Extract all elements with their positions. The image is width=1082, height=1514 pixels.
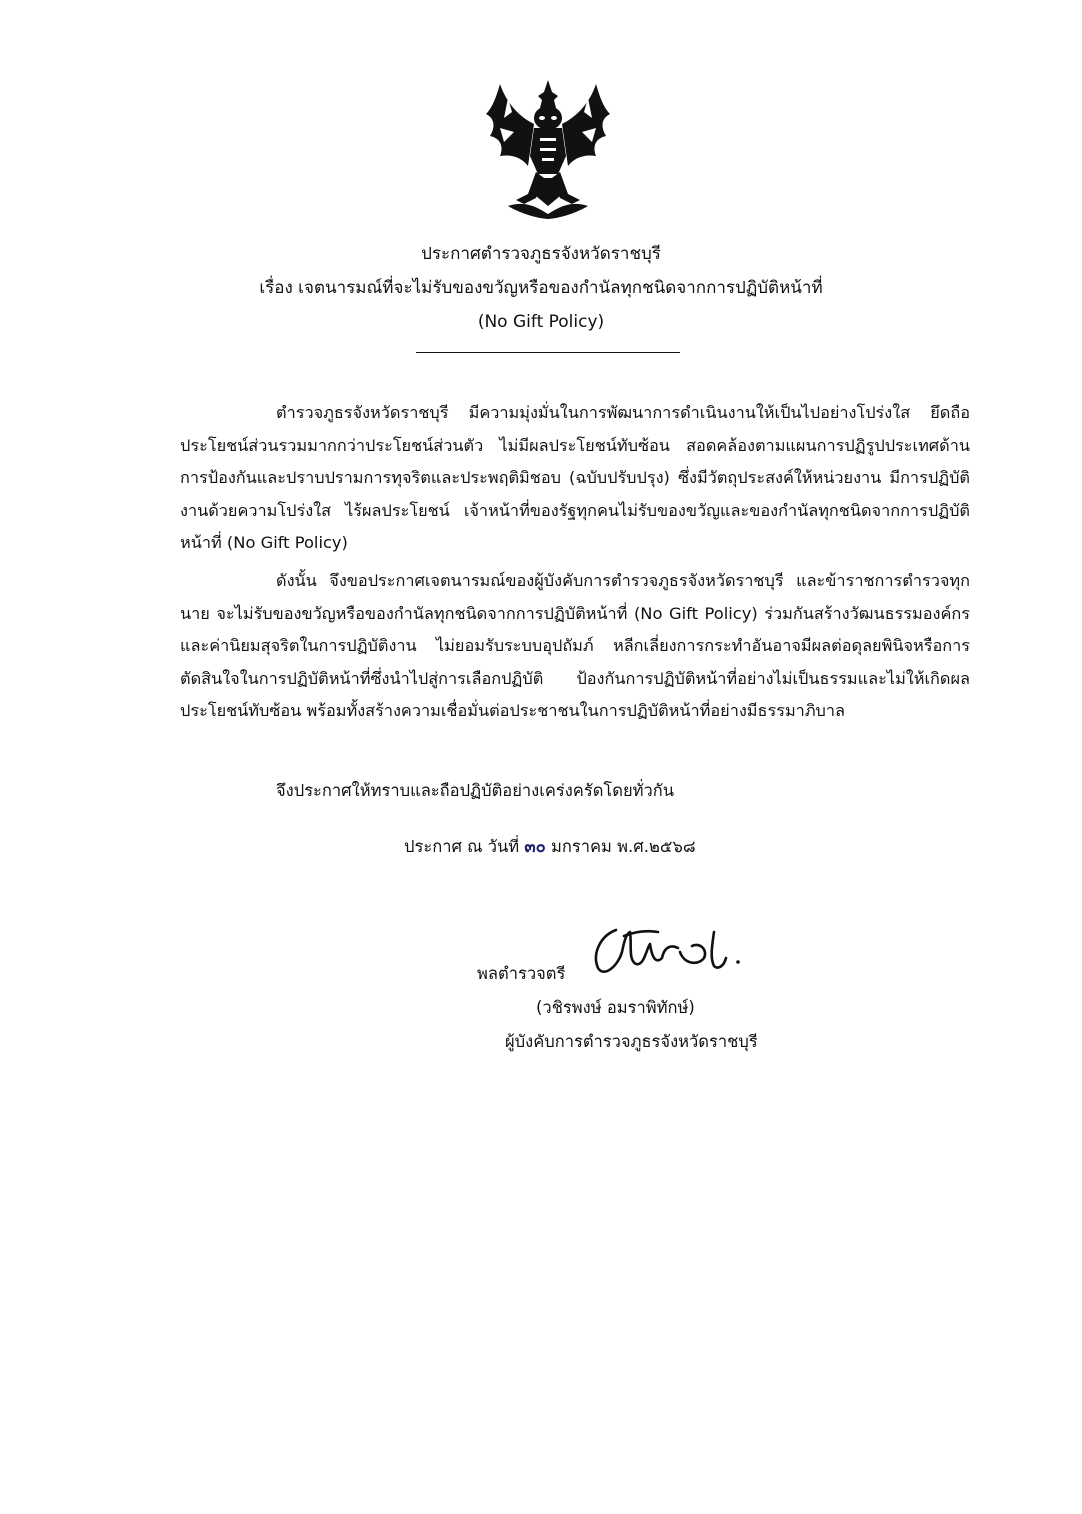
date-prefix: ประกาศ ณ วันที่ (404, 837, 520, 856)
signature-icon (588, 918, 748, 982)
paragraph-intro: ตำรวจภูธรจังหวัดราชบุรี มีความมุ่งมั่นในการพัฒนาการดำเนินงานให้เป็นไปอย่างโปร่งใส ยึดถือประโยชน์ส่วนรวมมากกว่าประโยชน์ส่วนตัว ไม่มีผลประโยชน์ทับซ้อน สอดคล้องตามแผนการปฏิรูปประเทศด้านการป้องกันและปราบปรามการทุจริตและประพฤติมิชอบ (ฉบับปรับปรุง) ซึ่งมีวัตถุประสงค์ให้หน่วยงาน มีการปฏิบัติงานด้วยความโปร่งใส ไร้ผลประโยชน์ เจ้าหน้าที่ของรัฐทุกคนไม่รับของขวัญและของกำนัลทุกชนิดจากการปฏิบัติหน้าที่ (No Gift Policy) (180, 403, 970, 552)
announcement-title: ประกาศตำรวจภูธรจังหวัดราชบุรี (421, 244, 661, 264)
closing-line: จึงประกาศให้ทราบและถือปฏิบัติอย่างเคร่งครัดโดยทั่วกัน (276, 781, 675, 800)
signer-position: ผู้บังคับการตำรวจภูธรจังหวัดราชบุรี (505, 1032, 758, 1051)
announcement-date (404, 835, 696, 859)
policy-name: (No Gift Policy) (477, 312, 605, 332)
signer-name: (วชิรพงษ์ อมราพิทักษ์) (536, 998, 695, 1017)
date-day: ๓๐ (524, 837, 546, 856)
announcement-subject: เรื่อง เจตนารมณ์ที่จะไม่รับของขวัญหรือของกำนัลทุกชนิดจากการปฏิบัติหน้าที่ (259, 278, 823, 298)
garuda-emblem-icon (478, 78, 618, 220)
paragraph-declaration: ดังนั้น จึงขอประกาศเจตนารมณ์ของผู้บังคับการตำรวจภูธรจังหวัดราชบุรี และข้าราชการตำรวจทุกนาย จะไม่รับของขวัญหรือของกำนัลทุกชนิดจากการปฏิบัติหน้าที่ (No Gift Policy) ร่วมกันสร้างวัฒนธรรมองค์กรและค่านิยมสุจริตในการปฏิบัติงาน ไม่ยอมรับระบบอุปถัมภ์ หลีกเลี่ยงการกระทำอันอาจมีผลต่อดุลยพินิจหรือการตัดสินใจในการปฏิบัติหน้าที่ซึ่งนำไปสู่การเลือกปฏิบัติ ป้องกันการปฏิบัติหน้าที่อย่างไม่เป็นธรรมและไม่ให้เกิดผลประโยชน์ทับซ้อน พร้อมทั้งสร้างความเชื่อมั่นต่อประชาชนในการปฏิบัติหน้าที่อย่างมีธรรมาภิบาล (180, 571, 970, 720)
date-month-year: มกราคม พ.ศ.๒๕๖๘ (551, 837, 696, 856)
signer-rank: พลตำรวจตรี (477, 964, 566, 983)
title-divider (416, 352, 680, 353)
